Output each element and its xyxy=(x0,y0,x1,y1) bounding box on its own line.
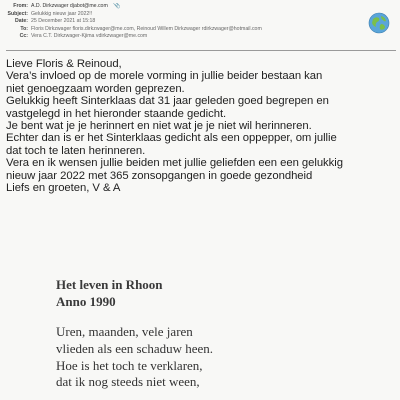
globe-icon xyxy=(368,12,390,34)
email-subject-row xyxy=(6,11,362,19)
cc-value: Vera C.T. Dirkzwager-Kjima vdirkzwager@me.com xyxy=(31,33,148,40)
from-label: From: xyxy=(13,3,28,9)
letter-body xyxy=(6,58,398,194)
to-label: To: xyxy=(20,25,28,32)
letter-line: Echter dan is er het Sinterklaas gedicht als een oppepper, om jullie xyxy=(6,132,337,145)
letter-line: Gelukkig heeft Sinterklaas dat 31 jaar geleden goed begrepen en xyxy=(6,95,329,108)
letter-line: nieuw jaar 2022 met 365 zonsopgangen in goede gezondheid xyxy=(6,169,313,182)
email-cc-row xyxy=(6,33,362,41)
poem-line: Uren, maanden, vele jaren xyxy=(56,324,193,339)
poem-subtitle: Anno 1990 xyxy=(56,294,116,309)
email-date-row xyxy=(6,18,362,26)
date-label: Date: xyxy=(15,18,28,25)
cc-label: Cc: xyxy=(19,33,28,40)
poem-line: Hoe is het toch te verklaren, xyxy=(56,357,203,373)
letter-line: Je bent wat je je herinnert en niet wat je je niet wil herinneren. xyxy=(6,120,312,133)
email-from-row xyxy=(6,3,362,11)
subject-label: Subject: xyxy=(7,10,28,17)
letter-line: dat toch te laten herinneren. xyxy=(6,144,146,157)
poem-line: vlieden als een schaduw heen. xyxy=(56,340,214,356)
paperclip-icon: 📎 xyxy=(113,3,121,9)
poem-line: dat ik nog steeds niet ween, xyxy=(56,374,200,390)
letter-line: Liefs en groeten, V & A xyxy=(6,182,121,195)
letter-line: Vera en ik wensen jullie beiden met jullie geliefden een een gelukkig xyxy=(6,157,343,170)
subject-value: Gelukkig nieuw jaar 2022!! xyxy=(31,10,93,17)
poem-title: Het leven in Rhoon xyxy=(56,277,163,292)
letter-line: Lieve Floris & Reinoud, xyxy=(6,58,122,70)
letter-line: vastgelegd in het hieronder staande gedicht. xyxy=(6,107,227,120)
header-divider xyxy=(6,50,396,51)
letter-line: Vera’s invloed op de morele vorming in jullie beider bestaan kan xyxy=(6,70,323,83)
email-header xyxy=(6,3,362,41)
to-value: Floris Dirkzwager floris.dirkzwager@me.com, Reinoud Willem Dirkzwager rdirkzwager@hotmail.com xyxy=(31,25,262,32)
email-to-row xyxy=(6,26,362,34)
poem xyxy=(56,276,376,391)
from-value: A.D. Dirkzwager djabot@me.com xyxy=(31,3,108,9)
letter-line: niet genoegzaam worden geprezen. xyxy=(6,82,185,95)
date-value: 25 December 2021 at 15:18 xyxy=(31,18,96,25)
